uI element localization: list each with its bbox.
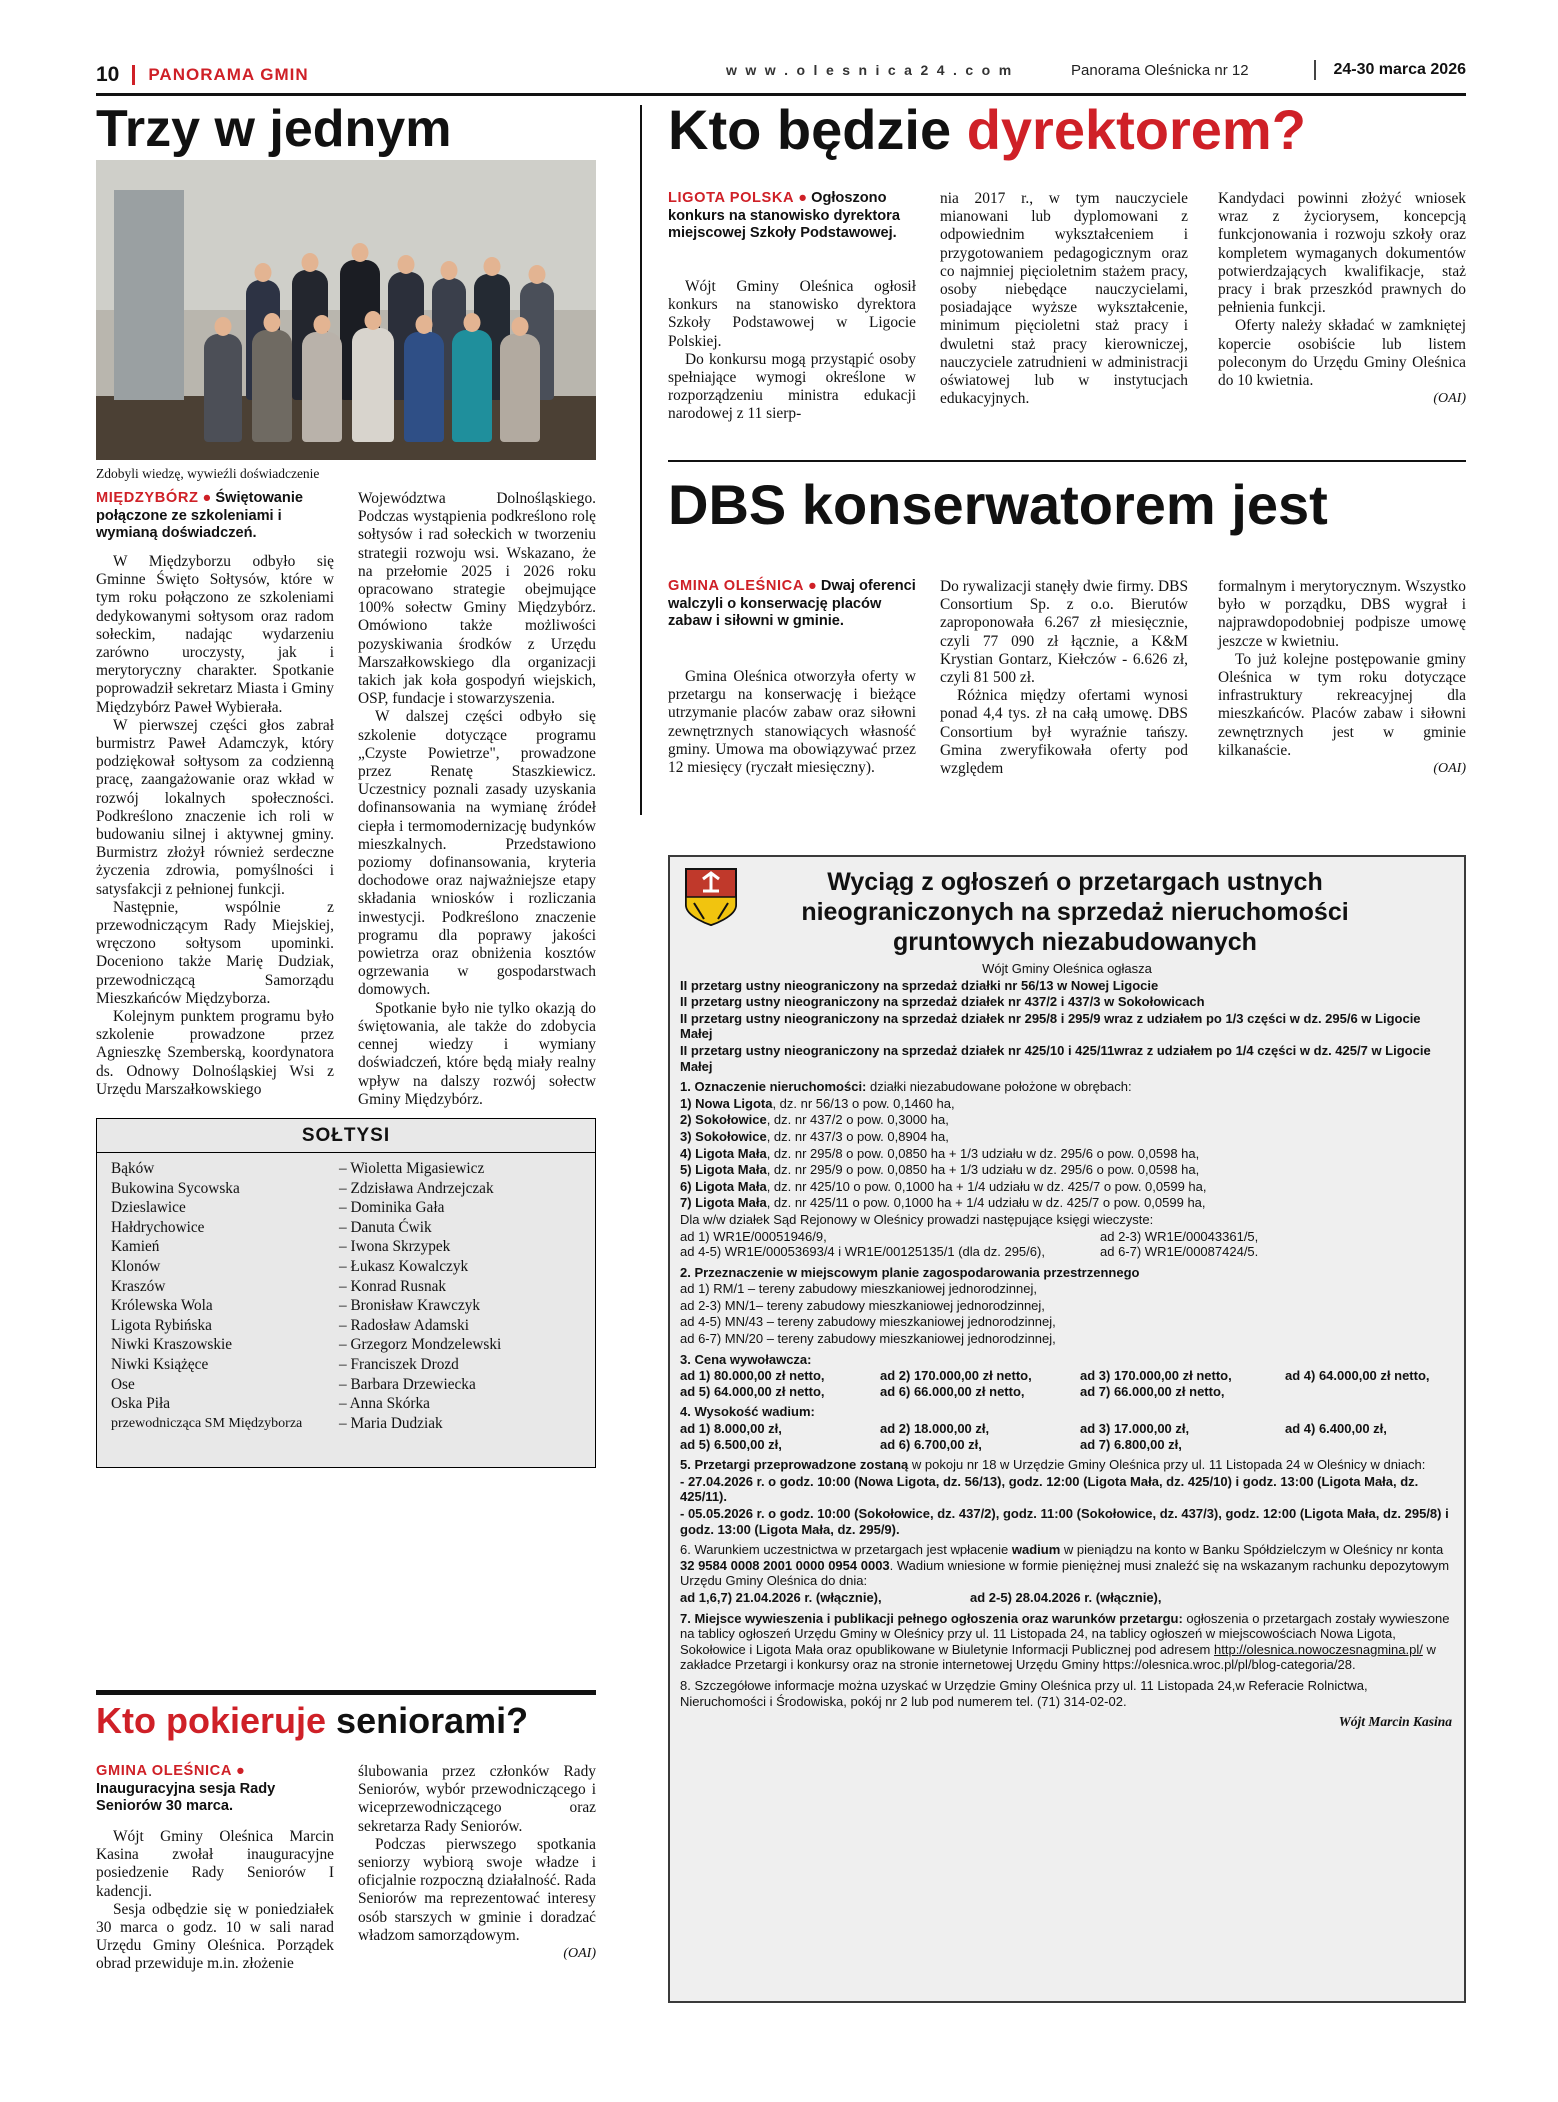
article-dyrektor-col3 [1218, 190, 1466, 408]
headline-dyrektor [668, 98, 1468, 161]
section-text: w zakładce Przetargi i konkursy oraz na stronie internetowej Urzędu Gminy https://olesnica.wroc.pl/pl/blog-categoria/28. [680, 1641, 1436, 1673]
person-name: – Bronisław Krawczyk [339, 1297, 481, 1315]
paragraph: Kandydaci powinni złożyć wniosek wraz z życiorysem, koncepcją funkcjonowania i rozwoju szkoły oraz kompletem wymaganych dokumentów potwierdzających kwalifikacje, staż pracy i brak przeszkód prawnych do pełnienia funkcji. [1218, 190, 1466, 317]
section-text: . Wadium wniesione w formie pieniężnej musi znaleźć się na wskazanym rachunku depozytowym Urzędu Gminy Oleśnica do dnia: [680, 1557, 1450, 1589]
price-cell: ad 6) 66.000,00 zł netto, [880, 1383, 1025, 1399]
person-name: – Danuta Ćwik [339, 1218, 432, 1236]
headline-trzy-w-jednym: Trzy w jednym [96, 100, 452, 158]
article-dbs-col1 [668, 668, 916, 777]
bank-account-number: 32 9584 0008 2001 0000 0954 0003 [680, 1557, 890, 1573]
section-title: PANORAMA GMIN [148, 65, 309, 84]
list-item [111, 1355, 585, 1375]
section-text: działki niezabudowane położone w obrębach: [866, 1079, 1132, 1095]
auction-date: - 27.04.2026 r. o godz. 10:00 (Nowa Ligota, dz. 56/13), godz. 12:00 (Ligota Mała, dz. 425/10) i godz. 13:00 (Ligota Mała, dz. 425/11). [680, 1473, 1419, 1505]
ad-bullet: II przetarg ustny nieograniczony na sprzedaż działki nr 56/13 w Nowej Ligocie [680, 977, 1159, 993]
headline-part-black: Kto będzie [668, 98, 952, 161]
ad-section-3-head: 3. Cena wywoławcza: [680, 1351, 812, 1367]
section-text: 6. Warunkiem uczestnictwa w przetargach jest wpłacenie [680, 1542, 1012, 1558]
lead-dyrektor [668, 190, 916, 243]
parcel-detail: , dz. nr 425/11 o pow. 0,1000 ha + 1/4 udziału w dz. 425/7 o pow. 0,0599 ha, [766, 1195, 1206, 1211]
photo-person [452, 330, 492, 442]
village-name: przewodnicząca SM Międzyborza [111, 1415, 303, 1431]
list-item [111, 1394, 585, 1414]
ad-section-1-head [680, 1079, 1454, 1095]
village-name: Królewska Wola [111, 1297, 213, 1315]
headline-seniorzy [96, 1700, 616, 1741]
parcel-detail: , dz. nr 425/10 o pow. 0,1000 ha + 1/4 udziału w dz. 425/7 o pow. 0,0599 ha, [766, 1178, 1207, 1194]
zoning-item: ad 1) RM/1 – tereny zabudowy mieszkaniowej jednorodzinnej, [680, 1281, 1037, 1297]
kw-entry: ad 1) WR1E/00051946/9, [680, 1228, 827, 1244]
person-name: – Radosław Adamski [339, 1316, 470, 1334]
bullet-dot: ● [798, 190, 812, 206]
photo-person [404, 332, 444, 442]
person-name: – Dominika Gała [339, 1199, 445, 1217]
photo-person [204, 334, 242, 442]
lead-place: LIGOTA POLSKA [668, 190, 795, 206]
page-number: 10 [96, 63, 120, 86]
lead-dbs [668, 578, 916, 631]
auction-date: - 05.05.2026 r. o godz. 10:00 (Sokołowice, dz. 437/2), godz. 11:00 (Sokołowice, dz. 437/3), godz. 12:00 (Ligota Mała, dz. 295/8) i godz. 13:00 (Ligota Mała, dz. 295/9). [680, 1506, 1449, 1537]
deposit-keyword: wadium [1011, 1542, 1061, 1558]
person-name: – Anna Skórka [339, 1395, 430, 1413]
lead-place: GMINA OLEŚNICA [668, 578, 804, 594]
parcel-detail: , dz. nr 437/2 o pow. 0,3000 ha, [766, 1112, 949, 1128]
parcel-detail: , dz. nr 56/13 o pow. 0,1460 ha, [772, 1095, 955, 1111]
zoning-item: ad 2-3) MN/1– tereny zabudowy mieszkaniowej jednorodzinnej, [680, 1297, 1045, 1313]
deposit-cell: ad 3) 17.000,00 zł, [1080, 1421, 1190, 1437]
zoning-item: ad 6-7) MN/20 – tereny zabudowy mieszkaniowej jednorodzinnej, [680, 1331, 1056, 1347]
lead-trzy [96, 490, 334, 543]
deposit-cell: ad 7) 6.800,00 zł, [1080, 1436, 1182, 1452]
parcel-detail: , dz. nr 295/9 o pow. 0,0850 ha + 1/3 udziału w dz. 295/6 o pow. 0,0598 ha, [766, 1162, 1200, 1178]
article-signature: (OAI) [563, 1946, 596, 1962]
deposit-deadline-row [680, 1590, 1454, 1606]
article-dyrektor-col2 [940, 190, 1188, 408]
ad-parcel-item [680, 1195, 1454, 1211]
list-item [111, 1414, 585, 1434]
person-name: – Wioletta Migasiewicz [339, 1160, 485, 1177]
paragraph: Gmina Oleśnica otworzyła oferty w przetargu na konserwację i bieżące utrzymanie placów zabaw oraz siłowni zewnętrznych stanowiących własność gminy. Umowa ma obowiązywać przez 12 miesięcy (ryczałt miesięczny). [668, 668, 916, 777]
ad-body [670, 961, 1464, 1709]
person-name: – Łukasz Kowalczyk [339, 1257, 469, 1275]
paragraph: Różnica między ofertami wynosi ponad 4,4 tys. zł na całą umowę. DBS Consortium był wyraźnie tańszy. Gmina zweryfikowała oferty pod względem [940, 687, 1188, 778]
paragraph: Podczas pierwszego spotkania seniorzy wybiorą swoje władze i oficjalnie rozpoczną działalność. Rada Seniorów ma reprezentować interesy osób starszych w gminie i doradzać władzom samorządowym. [358, 1835, 596, 1944]
deposit-row [680, 1421, 1454, 1437]
list-item [111, 1179, 585, 1199]
section-text: w pieniądzu na konto w Banku Spółdzielczym w Oleśnicy nr konta [1060, 1542, 1444, 1558]
header-rule [96, 93, 1466, 96]
list-item [111, 1159, 585, 1179]
paragraph: Województwa Dolnośląskiego. Podczas wystąpienia podkreślono rolę sołtysów i rad sołeckich w tworzeniu strategii rozwoju wsi. Wskazano, że na przełomie 2025 i 2026 roku opracowano strategie obejmujące 100% sołectw Gminy Międzybórz. Omówiono także możliwości pozyskiwania środków z Urzędu Marszałkowskiego dla organizacji takich jak koła gospodyń wiejskich, OSP, fundacje i stowarzyszenia. [358, 490, 596, 708]
parcel-locality: 3) Sokołowice [680, 1128, 767, 1144]
paragraph: Wójt Gminy Oleśnica Marcin Kasina zwołał inauguracyjne posiedzenie Rady Seniorów I kadencji. [96, 1828, 334, 1900]
village-name: Bukowina Sycowska [111, 1179, 240, 1197]
paragraph: nia 2017 r., w tym nauczyciele mianowani lub dyplomowani z odpowiednim wykształceniem i przygotowaniem pedagogicznym oraz co najmniej pięcioletnim stażem pracy, osoby niebędące nauczycielami, posiadające wyższe wykształcenie, minimum pięcioletni staż pracy i dwuletni staż pracy kierowniczej, nauczyciele zatrudnieni w administracji oświatowej lub w instytucjach edukacyjnych. [940, 190, 1188, 408]
article-signature: (OAI) [1433, 391, 1466, 407]
section-label: 1. Oznaczenie nieruchomości: [680, 1079, 867, 1095]
village-name: Hałdrychowice [111, 1218, 205, 1236]
village-name: Ligota Rybińska [111, 1316, 212, 1334]
village-name: Kamień [111, 1238, 160, 1256]
headline-part-red: Kto pokieruje [96, 1700, 327, 1741]
lead-text: Inauguracyjna sesja Rady Seniorów 30 marca. [96, 1780, 276, 1815]
paragraph: W Międzyborzu odbyło się Gminne Święto Sołtysów, które w tym roku połączono ze szkoleniami dedykowanymi sołtysom oraz radom sołeckim, nadając wydarzeniu zarówno uroczysty, jak i merytoryczny charakter. Spotkanie poprowadził sekretarz Miasta i Gminy Międzybórz Paweł Wybierała. [96, 553, 334, 716]
ad-title-line-3: gruntowych niezabudowanych [893, 928, 1257, 956]
village-name: Bąków [111, 1160, 155, 1177]
ad-parcel-item [680, 1112, 1454, 1128]
issue-date: 24-30 marca 2026 [1333, 61, 1466, 78]
list-item [111, 1218, 585, 1238]
price-cell: ad 1) 80.000,00 zł netto, [680, 1368, 825, 1384]
photo-door [114, 190, 184, 400]
article-seniorzy-col1 [96, 1828, 334, 1974]
bullet-dot: ● [808, 578, 821, 594]
zoning-item: ad 4-5) MN/43 – tereny zabudowy mieszkaniowej jednorodzinnej, [680, 1314, 1056, 1330]
deposit-cell: ad 1) 8.000,00 zł, [680, 1421, 782, 1437]
bullet-dot: ● [202, 490, 216, 506]
person-name: – Franciszek Drozd [339, 1355, 459, 1373]
village-name: Dzieslawice [111, 1199, 186, 1217]
headline-dbs: DBS konserwatorem jest [668, 473, 1328, 536]
ad-parcel-item [680, 1096, 1454, 1112]
parcel-detail: , dz. nr 437/3 o pow. 0,8904 ha, [766, 1128, 949, 1144]
soltysi-title: SOŁTYSI [97, 1119, 595, 1153]
section-rule [96, 1690, 596, 1695]
paragraph: Oferty należy składać w zamkniętej kopercie osobiście lub listem poleconym do Urzędu Gminy Oleśnica do 10 kwietnia. [1218, 317, 1466, 390]
ad-bullet: II przetarg ustny nieograniczony na sprzedaż działek nr 295/8 i 295/9 wraz z udziałem po 1/3 części w dz. 295/6 w Ligocie Małej [680, 1010, 1421, 1042]
village-name: Kraszów [111, 1277, 166, 1295]
kw-entry: ad 6-7) WR1E/00087424/5. [1100, 1244, 1259, 1260]
ad-bullet: II przetarg ustny nieograniczony na sprzedaż działek nr 425/10 i 425/11wraz z udziałem po 1/4 części w dz. 425/7 w Ligocie Małej [680, 1042, 1431, 1074]
paragraph: Następnie, wspólnie z przewodniczącym Rady Miejskiej, wręczono sołtysom upominki. Doceniono także Marię Dudziak, przewodniczącą Samorządu Mieszkańców Międzyborza. [96, 898, 334, 1007]
ad-parcel-item [680, 1146, 1454, 1162]
section-label: 7. Miejsce wywieszenia i publikacji pełnego ogłoszenia oraz warunków przetargu: [680, 1610, 1183, 1626]
soltysi-box [96, 1118, 596, 1468]
kw-entry: ad 4-5) WR1E/00053693/4 i WR1E/00125135/1 (dla dz. 295/6), [680, 1244, 1045, 1260]
lead-place: MIĘDZYBÓRZ [96, 490, 199, 506]
photo-person [500, 334, 540, 442]
paragraph: formalnym i merytorycznym. Wszystko było w porządku, DBS wygrał i najprawdopodobniej podpisze umowę jeszcze w kwietniu. [1218, 578, 1466, 650]
section-label: 5. Przetargi przeprowadzone zostaną [680, 1457, 909, 1473]
parcel-locality: 7) Ligota Mała [680, 1195, 767, 1211]
article-dbs-col3 [1218, 578, 1466, 778]
parcel-detail: , dz. nr 295/8 o pow. 0,0850 ha + 1/3 udziału w dz. 295/6 o pow. 0,0598 ha, [766, 1145, 1200, 1161]
headline-part-black: seniorami? [336, 1700, 529, 1741]
price-cell: ad 3) 170.000,00 zł netto, [1080, 1368, 1232, 1384]
person-name: – Maria Dudziak [339, 1414, 443, 1432]
deadline-cell: ad 1,6,7) 21.04.2026 r. (włącznie), [680, 1589, 882, 1605]
ad-parcel-item [680, 1179, 1454, 1195]
ad-land-register-note: Dla w/w działek Sąd Rejonowy w Oleśnicy prowadzi następujące księgi wieczyste: [680, 1211, 1154, 1227]
parcel-locality: 2) Sokołowice [680, 1112, 767, 1128]
ad-section-5-head [680, 1457, 1454, 1473]
village-name: Klonów [111, 1257, 161, 1275]
soltysi-list [97, 1153, 595, 1433]
list-item [111, 1277, 585, 1297]
ad-parcel-item [680, 1162, 1454, 1178]
village-name: Niwki Kraszowskie [111, 1336, 233, 1354]
paragraph: Spotkanie było nie tylko okazją do świętowania, ale także do zdobycia cennej wiedzy i wymiany doświadczeń, które będą miały realny wpływ na dalszy rozwój sołectw Gminy Międzybórz. [358, 999, 596, 1108]
list-item [111, 1335, 585, 1355]
deadline-cell: ad 2-5) 28.04.2026 r. (włącznie), [970, 1589, 1162, 1605]
deposit-cell: ad 6) 6.700,00 zł, [880, 1436, 982, 1452]
article-seniorzy-col2 [358, 1763, 596, 1963]
coat-of-arms-icon [684, 867, 738, 927]
price-cell: ad 2) 170.000,00 zł netto, [880, 1368, 1032, 1384]
paper-issue: Panorama Oleśnicka nr 12 [1071, 62, 1249, 79]
photo-person [352, 328, 394, 442]
ad-parcel-item [680, 1129, 1454, 1145]
deposit-cell: ad 4) 6.400,00 zł, [1285, 1421, 1387, 1437]
paragraph: W dalszej części odbyło się szkolenie dotyczące programu „Czyste Powietrze", prowadzone przez Renatę Staszkiewicz. Uczestnicy poznali zasady uzyskania dofinansowania na wymianę źródeł ciepła i termomodernizację budynków mieszkalnych. Przedstawiono poziomy dofinansowania, kryteria dochodowe oraz najważniejsze etapy składania wniosków i rozliczania inwestycji. Podkreślono znaczenie programu dla poprawy jakości powietrza oraz obniżenia kosztów ogrzewania w gospodarstwach domowych. [358, 708, 596, 999]
village-name: Niwki Książęce [111, 1355, 209, 1373]
paragraph: W pierwszej części głos zabrał burmistrz Paweł Adamczyk, który podziękował sołtysom za codzienną pracę, zaangażowanie oraz wkład w rozwój lokalnych społeczności. Podkreślono znaczenie ich roli w budowaniu silnej i aktywnej gminy. Burmistrz złożył również serdeczne życzenia zdrowia, pomyślności i satysfakcji z pełnionej funkcji. [96, 716, 334, 898]
photo-caption: Zdobyli wiedzę, wywieźli doświadczenie [96, 466, 320, 481]
deposit-cell: ad 2) 18.000,00 zł, [880, 1421, 990, 1437]
photo-soltysi-group [96, 160, 596, 460]
ad-title-line-1: Wyciąg z ogłoszeń o przetargach ustnych [827, 868, 1323, 896]
lead-seniorzy [96, 1763, 334, 1816]
ad-intro: Wójt Gminy Oleśnica ogłasza [982, 961, 1152, 976]
lead-text: Ogłoszono konkurs na stanowisko dyrektora miejscowej Szkoły Podstawowej. [668, 190, 900, 242]
paragraph: Kolejnym punktem programu było szkolenie prowadzone przez Agnieszkę Szemberską, koordynatora ds. Odnowy Dolnośląskiej Wsi z Urzędu Marszałkowskiego [96, 1008, 334, 1098]
tender-announcement-box [668, 855, 1466, 2003]
paragraph: To już kolejne postępowanie gminy Oleśnica w tym roku dotyczące infrastruktury rekreacyjnej dla mieszkańców. Placów zabaw i siłowni zewnętrznych jest w gminie kilkanaście. [1218, 650, 1466, 759]
paragraph: ślubowania przez członków Rady Seniorów, wybór przewodniczącego i wiceprzewodniczącego oraz sekretarza Rady Seniorów. [358, 1763, 596, 1835]
price-row [680, 1384, 1454, 1400]
person-name: – Barbara Drzewiecka [339, 1375, 476, 1393]
list-item [111, 1237, 585, 1257]
ad-title [670, 857, 1464, 961]
parcel-locality: 4) Ligota Mała [680, 1145, 767, 1161]
price-row [680, 1368, 1454, 1384]
ad-bullet: II przetarg ustny nieograniczony na sprzedaż działek nr 437/2 i 437/3 w Sokołowicach [680, 994, 1205, 1010]
article-dyrektor-col1 [668, 278, 916, 424]
masthead-divider-2 [1314, 60, 1316, 80]
lead-text: Dwaj oferenci walczyli o konserwację placów zabaw i siłowni w gminie. [668, 578, 916, 630]
ad-title-line-2: nieograniczonych na sprzedaż nieruchomości [801, 898, 1349, 926]
ad-kw-row [680, 1229, 1454, 1245]
section-text: w pokoju nr 18 w Urzędzie Gminy Oleśnica przy ul. 11 Listopada 24 w Oleśnicy w dniach: [908, 1457, 1426, 1473]
list-item [111, 1257, 585, 1277]
village-name: Ose [111, 1375, 135, 1393]
list-item [111, 1316, 585, 1336]
masthead-divider [132, 65, 135, 85]
ad-section-8: 8. Szczegółowe informacje można uzyskać w Urzędzie Gminy Oleśnica przy ul. 11 Listopada 24,w Referacie Rolnictwa, Nieruchomości i Środowiska, pokój nr 2 lub pod numerem tel. (71) 314-02-02. [680, 1677, 1368, 1709]
list-item [111, 1296, 585, 1316]
article-dbs-col2 [940, 578, 1188, 778]
person-name: – Konrad Rusnak [339, 1277, 447, 1295]
masthead [96, 58, 1466, 92]
lead-text: Świętowanie połączone ze szkoleniami i wymianą doświadczeń. [96, 490, 304, 542]
deposit-row [680, 1437, 1454, 1453]
ad-section-6 [680, 1542, 1454, 1589]
parcel-locality: 6) Ligota Mała [680, 1178, 767, 1194]
price-cell: ad 4) 64.000,00 zł netto, [1285, 1368, 1430, 1384]
ad-section-7 [680, 1611, 1454, 1673]
person-name: – Zdzisława Andrzejczak [339, 1179, 494, 1197]
photo-person [302, 332, 342, 442]
paragraph: Do konkursu mogą przystąpić osoby spełniające wymogi określone w rozporządzeniu ministra edukacji narodowej z 11 sierp- [668, 350, 916, 423]
section-text: ogłoszenia o przetargach zostały wywieszone na tablicy ogłoszeń Urzędu Gminy w Oleśnicy przy ul. 11 Listopada 24, na tablicy ogłoszeń w miejscowościach Nowa Ligota, Sokołowice i Ligota Mała oraz opublikowane w Biuletynie Informacji Publicznej pod adresem [680, 1610, 1450, 1657]
kw-entry: ad 2-3) WR1E/00043361/5, [1100, 1228, 1259, 1244]
website-url: w w w . o l e s n i c a 2 4 . c o m [726, 62, 1014, 78]
lead-place: GMINA OLEŚNICA [96, 1763, 232, 1779]
article-signature: (OAI) [1433, 761, 1466, 777]
price-cell: ad 7) 66.000,00 zł netto, [1080, 1383, 1225, 1399]
ad-section-2-head: 2. Przeznaczenie w miejscowym planie zagospodarowania przestrzennego [680, 1264, 1140, 1280]
village-name: Oska Piła [111, 1395, 171, 1413]
column-divider [640, 105, 642, 815]
parcel-locality: 1) Nowa Ligota [680, 1095, 773, 1111]
ad-signature: Wójt Marcin Kasina [1338, 1714, 1452, 1730]
bip-link[interactable]: http://olesnica.nowoczesnagmina.pl/ [1214, 1641, 1423, 1657]
ad-section-4-head: 4. Wysokość wadium: [680, 1404, 815, 1420]
parcel-locality: 5) Ligota Mała [680, 1162, 767, 1178]
article-trzy-col2 [358, 490, 596, 1109]
price-cell: ad 5) 64.000,00 zł netto, [680, 1383, 825, 1399]
paragraph: Wójt Gminy Oleśnica ogłosił konkurs na stanowisko dyrektora Szkoły Podstawowej w Ligocie Polskiej. [668, 278, 916, 350]
list-item [111, 1198, 585, 1218]
deposit-cell: ad 5) 6.500,00 zł, [680, 1436, 782, 1452]
bullet-dot: ● [236, 1763, 245, 1779]
paragraph: Sesja odbędzie się w poniedziałek 30 marca o godz. 10 w sali narad Urzędu Gminy Oleśnica. Porządek obrad przewiduje m.in. złożenie [96, 1900, 334, 1973]
ad-kw-row [680, 1244, 1454, 1260]
person-name: – Iwona Skrzypek [339, 1238, 451, 1256]
paragraph: Do rywalizacji stanęły dwie firmy. DBS Consortium Sp. z o.o. Bierutów zaproponowała 6.267 zł miesięcznie, czyli 77 090 zł łącznie, a K&M Krystian Gontarz, Kiełczów - 6.626 zł, czyli 81 500 zł. [940, 578, 1188, 687]
list-item [111, 1375, 585, 1395]
headline-part-red: dyrektorem? [966, 98, 1306, 161]
article-trzy-col1 [96, 553, 334, 1099]
photo-person [252, 330, 292, 442]
person-name: – Grzegorz Mondzelewski [339, 1336, 502, 1354]
section-rule [668, 460, 1466, 462]
